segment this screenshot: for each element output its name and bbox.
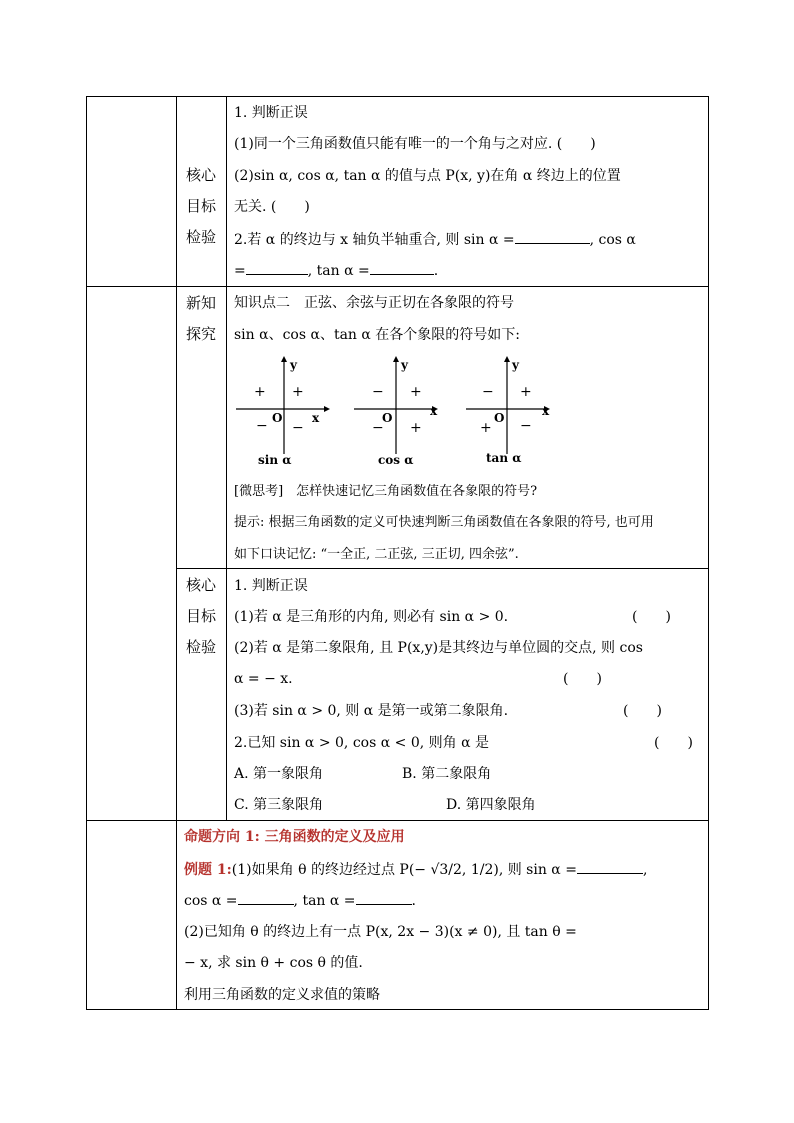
quadrant-3-sign: + [480,420,492,436]
quadrant-2-sign: + [254,384,266,400]
quadrant-1-sign: + [292,384,304,400]
quadrant-2-sign: − [372,384,384,400]
example-label: 例题 1: [184,862,232,878]
row-divider-3 [86,820,709,821]
quadrant-4-sign: − [520,418,532,434]
origin-label: O [272,411,283,425]
row3-question-3: (3)若 sin α > 0, 则 α 是第一或第二象限角. [234,703,509,719]
option-a[interactable]: A. 第一象限角 [234,766,324,782]
cos-sign-diagram [354,356,438,467]
think-question: [微思考] 怎样快速记忆三角函数值在各象限的符号? [234,484,538,499]
hint-line-1: 提示: 根据三角函数的定义可快速判断三角函数值在各象限的符号, 也可用 [234,515,654,530]
x-axis-label: x [542,404,550,418]
row-divider-2 [176,568,709,569]
answer-paren: ( ) [632,609,671,625]
table-border-left [86,96,87,1010]
option-b[interactable]: B. 第二象限角 [402,766,492,782]
row2-label: 新知 探究 [185,294,216,343]
answer-blank[interactable] [577,859,643,874]
x-axis-label: x [430,404,438,418]
example-1-part-1: 例题 1:(1)如果角 θ 的终边经过点 P(− √3/2, 1/2), 则 sin α = , [184,859,647,880]
answer-blank[interactable] [238,890,294,905]
option-d[interactable]: D. 第四象限角 [446,797,536,813]
sin-sign-diagram [236,356,330,467]
answer-paren: ( ) [654,735,693,751]
y-axis-label: y [290,358,297,372]
tan-sign-diagram [466,356,550,465]
answer-blank[interactable] [246,260,308,275]
answer-blank[interactable] [356,890,412,905]
answer-paren: ( ) [563,671,602,687]
y-axis-label: y [401,358,408,372]
row3-label: 核心 目标 检验 [185,576,216,656]
signs-intro: sin α、cos α、tan α 在各个象限的符号如下: [234,327,521,343]
answer-paren: ( ) [623,703,662,719]
x-axis-label: x [312,411,320,425]
function-name: tan α [486,451,522,465]
table-border-right [708,96,709,1010]
row1-question-1: (1)同一个三角函数值只能有唯一的一个角与之对应. ( ) [234,136,596,152]
function-name: cos α [378,453,414,467]
row3-question-1: (1)若 α 是三角形的内角, 则必有 sin α > 0. [234,609,509,625]
example-1-part-1-cont: cos α = , tan α = . [184,890,416,911]
quadrant-1-sign: + [520,384,532,400]
quadrant-1-sign: + [410,384,422,400]
origin-label: O [494,411,505,425]
row-divider-1 [86,286,709,287]
example-1-part-2-cont: − x, 求 sin θ + cos θ 的值. [184,955,363,971]
option-c[interactable]: C. 第三象限角 [234,797,324,813]
table-border-bottom [86,1009,709,1010]
quadrant-2-sign: − [482,384,494,400]
row3-question-4: 2.已知 sin α > 0, cos α < 0, 则角 α 是 [234,735,489,751]
row1-fill-question: 2.若 α 的终边与 x 轴负半轴重合, 则 sin α = , cos α [234,229,636,250]
hint-line-2: 如下口诀记忆: “一全正, 二正弦, 三正切, 四余弦”. [234,547,519,562]
function-name: sin α [258,453,292,467]
row1-label: 核心 目标 检验 [185,166,216,246]
proposition-heading: 命题方向 1: 三角函数的定义及应用 [184,829,405,845]
strategy-note: 利用三角函数的定义求值的策略 [184,987,380,1003]
quadrant-4-sign: + [410,420,422,436]
quadrant-3-sign: − [372,420,384,436]
quadrant-3-sign: − [256,418,268,434]
knowledge-point-title: 知识点二 正弦、余弦与正切在各象限的符号 [234,295,514,311]
y-axis-label: y [512,358,519,372]
row3-question-2: (2)若 α 是第二象限角, 且 P(x,y)是其终边与单位圆的交点, 则 cos [234,640,643,656]
row1-fill-question-cont: = , tan α = . [234,260,438,281]
origin-label: O [382,411,393,425]
row1-title: 1. 判断正误 [234,105,308,121]
sign-diagrams [226,350,566,470]
quadrant-4-sign: − [292,420,304,436]
row3-question-2-cont: α = − x. [234,671,293,687]
answer-blank[interactable] [515,229,590,244]
answer-blank[interactable] [370,260,434,275]
row1-question-2: (2)sin α, cos α, tan α 的值与点 P(x, y)在角 α 终边上的位置 [234,168,621,184]
example-1-part-2: (2)已知角 θ 的终边上有一点 P(x, 2x − 3)(x ≠ 0), 且 tan θ = [184,924,577,940]
table-border-top [86,96,709,97]
row1-question-2-cont: 无关. ( ) [234,199,310,215]
row3-title: 1. 判断正误 [234,578,308,594]
